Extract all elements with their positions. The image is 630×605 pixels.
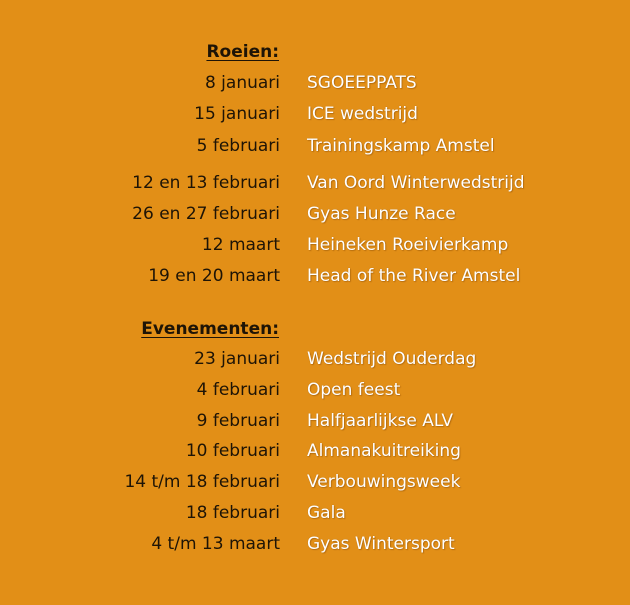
event-date: 10 februari	[185, 441, 280, 461]
list-item	[0, 171, 630, 195]
list-item	[0, 202, 630, 226]
event-name: Open feest	[307, 380, 401, 400]
event-date: 19 en 20 maart	[148, 266, 280, 286]
event-date: 26 en 27 februari	[132, 204, 280, 224]
list-item	[0, 439, 630, 463]
event-date: 23 januari	[194, 349, 280, 369]
event-name: Verbouwingsweek	[307, 472, 461, 492]
event-name: SGOEEPPATS	[307, 73, 417, 93]
list-item	[0, 347, 630, 371]
event-name: Wedstrijd Ouderdag	[307, 349, 477, 369]
list-item	[0, 102, 630, 126]
list-item	[0, 71, 630, 95]
event-name: Head of the River Amstel	[307, 266, 521, 286]
event-name: Gyas Wintersport	[307, 534, 455, 554]
event-date: 4 februari	[196, 380, 280, 400]
list-item	[0, 501, 630, 525]
event-date: 14 t/m 18 februari	[124, 472, 280, 492]
list-item	[0, 532, 630, 556]
event-date: 8 januari	[204, 73, 280, 93]
event-name: Gyas Hunze Race	[307, 204, 456, 224]
event-name: Gala	[307, 503, 346, 523]
list-item	[0, 378, 630, 402]
list-item	[0, 470, 630, 494]
event-name: Almanakuitreiking	[307, 441, 461, 461]
list-item	[0, 409, 630, 433]
event-name: Van Oord Winterwedstrijd	[307, 173, 525, 193]
section-title-roeien: Roeien:	[206, 42, 279, 62]
event-date: 12 maart	[201, 235, 280, 255]
section-title-evenementen: Evenementen:	[141, 319, 279, 339]
event-name: Heineken Roeivierkamp	[307, 235, 509, 255]
event-date: 15 januari	[194, 104, 280, 124]
event-date: 18 februari	[185, 503, 280, 523]
event-name: Halfjaarlijkse ALV	[307, 411, 454, 431]
event-date: 5 februari	[196, 136, 280, 156]
event-name: Trainingskamp Amstel	[307, 136, 495, 156]
list-item	[0, 233, 630, 257]
list-item	[0, 134, 630, 158]
event-date: 4 t/m 13 maart	[151, 534, 280, 554]
event-name: ICE wedstrijd	[307, 104, 418, 124]
list-item	[0, 264, 630, 288]
event-date: 12 en 13 februari	[132, 173, 280, 193]
event-date: 9 februari	[196, 411, 280, 431]
